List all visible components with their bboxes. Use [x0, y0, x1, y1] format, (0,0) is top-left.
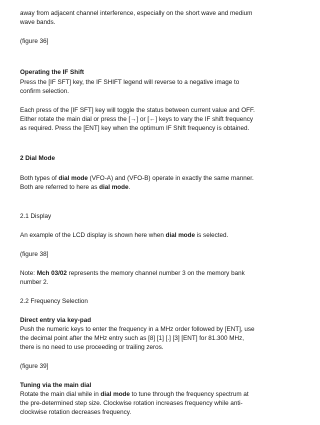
text-line: confirm selection.	[20, 88, 69, 95]
subsection-heading: 2.2 Frequency Selection	[20, 298, 88, 305]
text-line: Push the numeric keys to enter the frequency in a MHz order followed by [ENT], use	[20, 326, 255, 333]
text-line: Both are referred to here as dial mode.	[20, 184, 131, 191]
text-line: Either rotate the main dial or press the [→] or [←] keys to vary the IF shift frequency	[20, 116, 254, 123]
note-line: number 2.	[20, 279, 49, 286]
text-line: away from adjacent channel interference, especially on the short wave and medium	[20, 10, 253, 17]
text-line: wave bands.	[20, 19, 56, 26]
text-line: there is no need to use proceeding or trailing zeros.	[20, 344, 164, 351]
text-line: Both types of dial mode (VFO-A) and (VFO-B) operate in exactly the same manner.	[20, 175, 254, 182]
figure-placeholder: (figure 39]	[20, 363, 49, 370]
text-line: the decimal point after the MHz entry such as [8] [1] [.] [3] [ENT] for 81.300 MHz,	[20, 335, 244, 342]
figure-placeholder: (figure 38]	[20, 251, 49, 258]
subheading: Direct entry via key-pad	[20, 317, 92, 324]
text-line: An example of the LCD display is shown here when dial mode is selected.	[20, 232, 229, 239]
section-heading: 2 Dial Mode	[20, 155, 55, 162]
subheading: Tuning via the main dial	[20, 382, 92, 389]
text-line: Rotate the main dial while in dial mode to tune through the frequency spectrum at	[20, 391, 249, 398]
text-line: as required. Press the [ENT] key when the optimum IF Shift frequency is obtained.	[20, 125, 250, 132]
text-line: Press the [IF SFT] key, the IF SHIFT legend will reverse to a negative image to	[20, 79, 240, 86]
subsection-heading: 2.1 Display	[20, 213, 52, 220]
text-line: Each press of the [IF SFT] key will toggle the status between current value and OFF.	[20, 107, 255, 114]
section-heading: Operating the IF Shift	[20, 69, 85, 76]
text-line: the pre-determined step size. Clockwise rotation increases frequency while anti-	[20, 400, 243, 407]
figure-placeholder: (figure 36]	[20, 38, 49, 45]
note-line: Note: Mch 03/02 represents the memory channel number 3 on the memory bank	[20, 270, 245, 277]
text-line: clockwise rotation decreases frequency.	[20, 409, 132, 416]
